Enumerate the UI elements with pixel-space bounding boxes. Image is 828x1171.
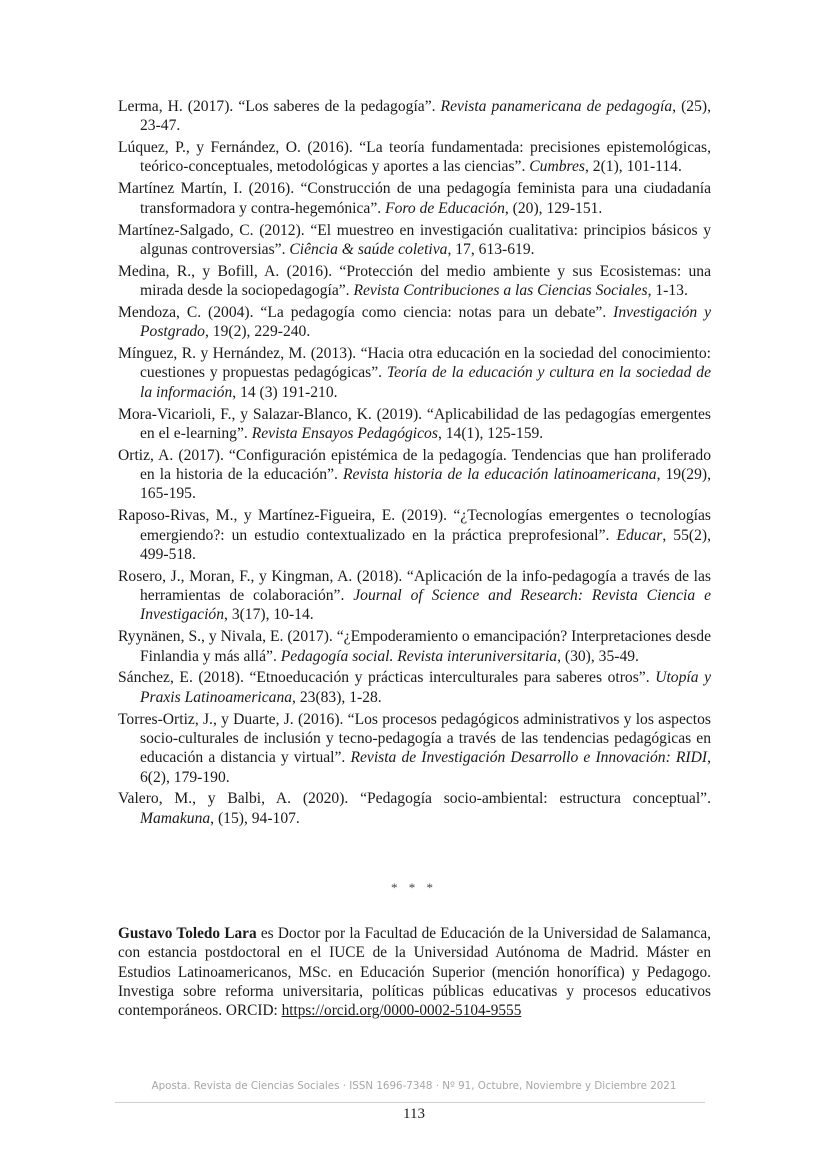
reference-text: Raposo-Rivas, M., y Martínez-Figueira, E. (2019). “¿Tecnologías emergentes o tecnologías emergiendo?: un estudio contextualizado en la práctica preprofesional”.: [118, 507, 711, 544]
reference-text: Martínez Martín, I. (2016). “Construcción de una pedagogía feminista para una ciudadanía transformadora y contra-hegemónica”.: [118, 180, 711, 217]
reference-text: Ortiz, A. (2017). “Configuración epistémica de la pedagogía. Tendencias que han proliferado en la historia de la educación”.: [118, 446, 711, 484]
reference-text: Sánchez, E. (2018). “Etnoeducación y prácticas interculturales para saberes otros”.: [118, 669, 656, 687]
reference-journal: Journal of Science and Research: Revista Ciencia e Investigación: [140, 587, 711, 624]
reference-text: Mora-Vicarioli, F., y Salazar-Blanco, K. (2019). “Aplicabilidad de las pedagogías emergentes en el e-learning”.: [118, 405, 711, 442]
reference-journal: Educar: [616, 526, 663, 544]
author-name: Gustavo Toledo Lara: [118, 925, 257, 942]
reference-item: [118, 789, 711, 828]
reference-journal: Ciência & saúde coletiva: [289, 240, 448, 258]
reference-details: , (30), 35-49.: [557, 647, 639, 665]
reference-journal: Pedagogía social. Revista interuniversitaria: [280, 647, 558, 665]
reference-journal: Cumbres: [529, 158, 585, 176]
reference-journal: Investigación y Postgrado: [140, 303, 711, 341]
reference-text: Lúquez, P., y Fernández, O. (2016). “La teoría fundamentada: precisiones epistemológicas, teórico-conceptuales, metodológicas y aportes a las ciencias”.: [118, 139, 711, 176]
reference-details: , 23(83), 1-28.: [292, 688, 382, 706]
orcid-link[interactable]: https://orcid.org/0000-0002-5104-9555: [281, 1002, 522, 1020]
reference-details: , (20), 129-151.: [504, 199, 603, 217]
reference-details: , (25), 23-47.: [140, 98, 711, 135]
reference-list: [118, 97, 711, 831]
reference-details: , 55(2), 499-518.: [140, 526, 711, 563]
reference-journal: Foro de Educación: [385, 199, 505, 217]
reference-item: [118, 446, 711, 504]
reference-details: , 3(17), 10-14.: [224, 606, 314, 624]
reference-item: [118, 138, 711, 177]
reference-details: , 6(2), 179-190.: [140, 749, 711, 786]
reference-item: [118, 710, 711, 787]
reference-text: Ryynänen, S., y Nivala, E. (2017). “¿Empoderamiento o emancipación? Interpretaciones desde Finlandia y más allá”.: [118, 628, 711, 665]
reference-text: Rosero, J., Moran, F., y Kingman, A. (2018). “Aplicación de la info-pedagogía a través de las herramientas de colaboración”.: [118, 567, 711, 605]
reference-details: , 14(1), 125-159.: [437, 424, 544, 442]
author-bio: [118, 924, 711, 1020]
reference-item: [118, 668, 711, 707]
reference-item: [118, 627, 711, 666]
reference-details: , 19(2), 229-240.: [204, 323, 311, 341]
reference-text: Valero, M., y Balbi, A. (2020). “Pedagogía socio-ambiental: estructura conceptual”.: [118, 790, 711, 808]
reference-item: [118, 97, 711, 136]
reference-text: Lerma, H. (2017). “Los saberes de la pedagogía”.: [118, 98, 441, 115]
reference-text: Martínez-Salgado, C. (2012). “El muestreo en investigación cualitativa: principios básicos y algunas controversias”.: [118, 221, 711, 258]
reference-item: [118, 405, 711, 444]
footer-divider: [115, 1102, 705, 1103]
reference-item: [118, 221, 711, 260]
reference-journal: Revista panamericana de pedagogía: [440, 98, 673, 115]
reference-journal: Revista Ensayos Pedagógicos: [251, 424, 438, 442]
reference-journal: Mamakuna: [140, 809, 211, 827]
reference-item: [118, 179, 711, 218]
reference-item: [118, 344, 711, 402]
bio-text: es Doctor por la Facultad de Educación de la Universidad de Salamanca, con estancia postdoctoral en el IUCE de la Universidad Autónoma de Madrid. Máster en Estudios Latinoamericanos, MSc. en Educación Superior (mención honorífica) y Pedagogo. Investiga sobre reforma universitaria, políticas públicas educativas y procesos educativos contemporáneos. ORCID:: [118, 925, 711, 1020]
reference-details: , 14 (3) 191-210.: [232, 383, 338, 401]
journal-footer: Aposta. Revista de Ciencias Sociales · ISSN 1696-7348 · Nº 91, Octubre, Noviembre y Diciembre 2021: [151, 1080, 677, 1092]
reference-item: [118, 262, 711, 301]
reference-details: , (15), 94-107.: [210, 809, 300, 827]
reference-journal: Revista Contribuciones a las Ciencias Sociales: [353, 282, 648, 300]
reference-details: , 2(1), 101-114.: [585, 158, 682, 176]
page-number: 113: [403, 1106, 425, 1122]
reference-item: [118, 567, 711, 625]
reference-text: Mínguez, R. y Hernández, M. (2013). “Hacia otra educación en la sociedad del conocimiento: cuestiones y propuestas pedagógicas”.: [118, 345, 711, 382]
reference-journal: Utopía y Praxis Latinoamericana: [140, 669, 711, 706]
reference-text: Mendoza, C. (2004). “La pedagogía como ciencia: notas para un debate”.: [118, 303, 614, 321]
section-separator: * * *: [391, 880, 437, 895]
reference-journal: Teoría de la educación y cultura en la sociedad de la información: [140, 364, 711, 401]
reference-journal: Revista historia de la educación latinoamericana: [342, 466, 657, 484]
reference-journal: Revista de Investigación Desarrollo e Innovación: RIDI: [350, 749, 708, 767]
reference-text: Medina, R., y Bofill, A. (2016). “Protección del medio ambiente y sus Ecosistemas: una mirada desde la sociopedagogía”.: [118, 262, 711, 300]
reference-details: , 17, 613-619.: [447, 240, 535, 258]
reference-details: , 19(29), 165-195.: [140, 466, 711, 503]
reference-item: [118, 303, 711, 342]
reference-text: Torres-Ortiz, J., y Duarte, J. (2016). “Los procesos pedagógicos administrativos y los aspectos socio-culturales de inclusión y tecno-pedagogía a través de las tendencias pedagógicas en educación a distancia y virtual”.: [118, 710, 711, 767]
reference-details: , 1-13.: [647, 282, 688, 300]
reference-item: [118, 506, 711, 564]
